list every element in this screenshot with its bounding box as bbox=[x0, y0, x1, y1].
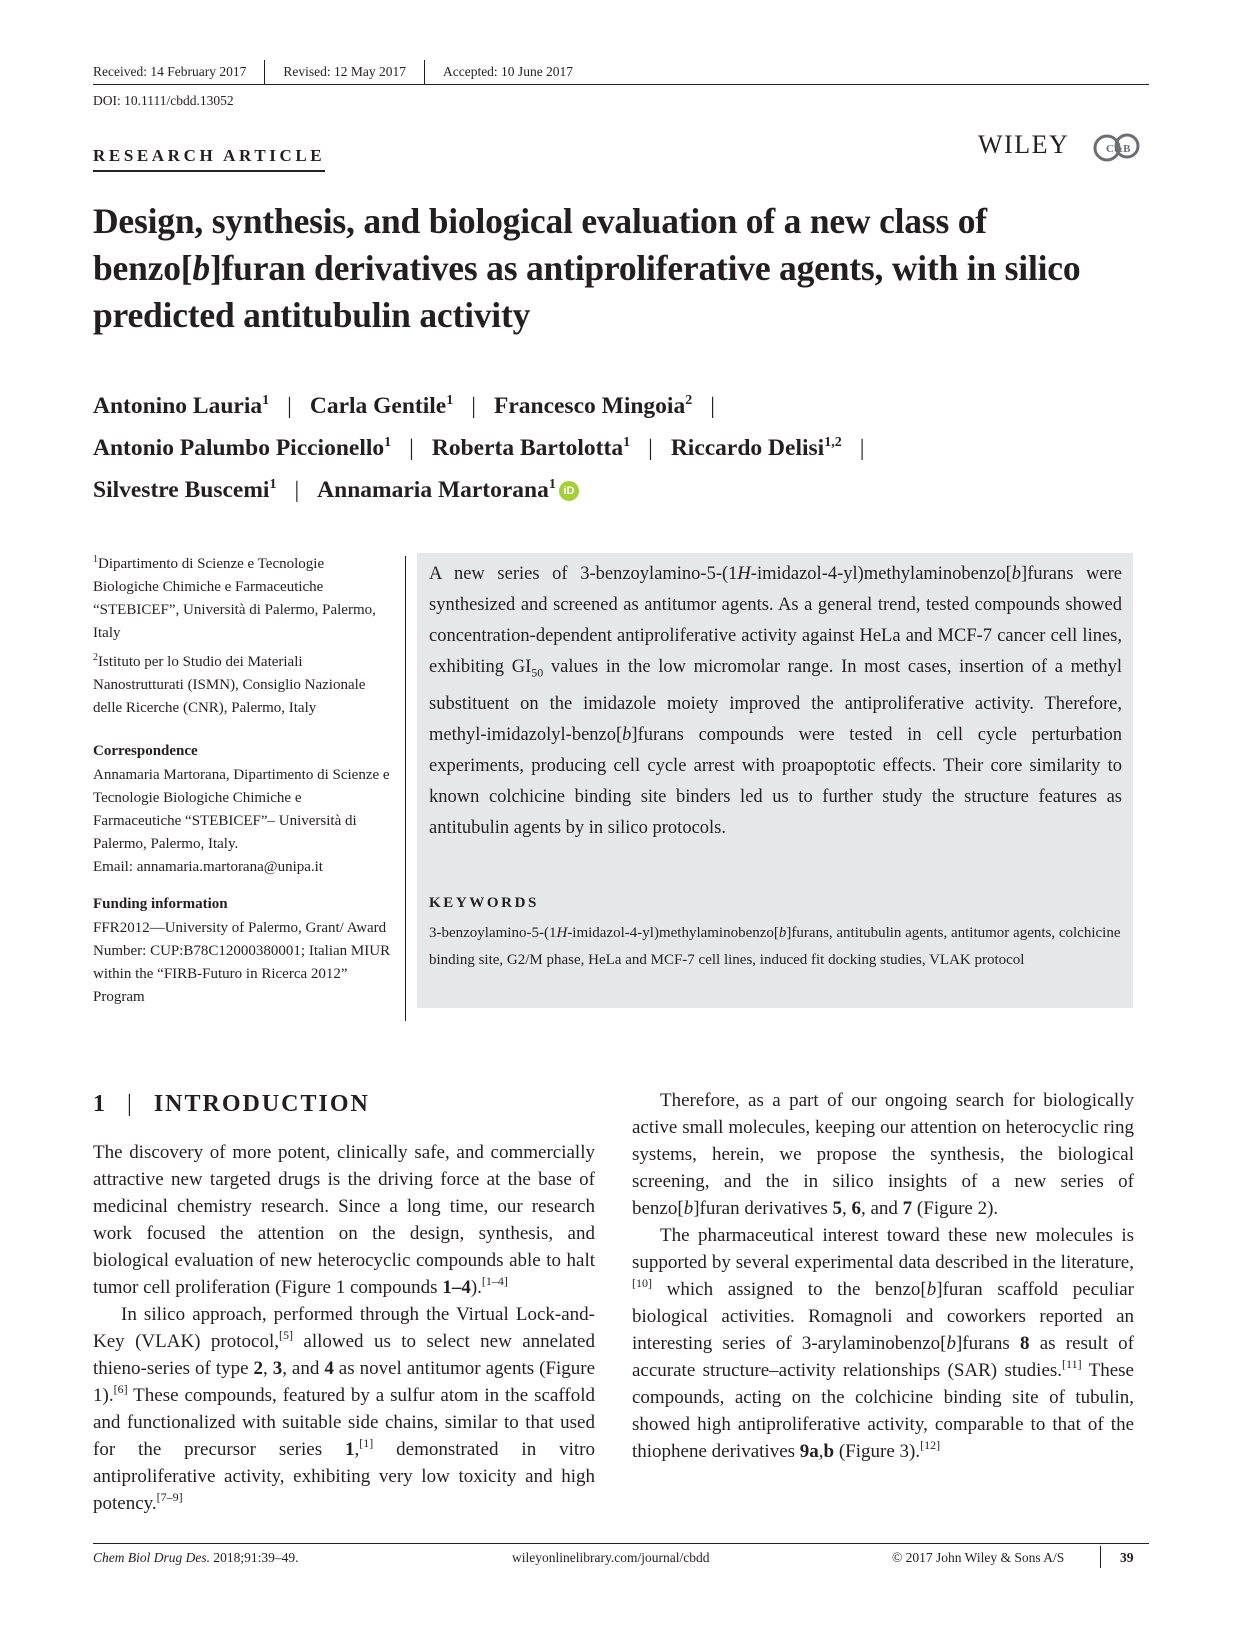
title-part1: Design, synthesis, and biological evaluation of a new class of benzo[ bbox=[93, 201, 987, 288]
title-italic: b bbox=[192, 248, 210, 288]
citation-ref[interactable]: [1] bbox=[359, 1436, 374, 1450]
citation-ref[interactable]: [1–4] bbox=[481, 1274, 508, 1288]
footer-copyright: © 2017 John Wiley & Sons A/S bbox=[892, 1550, 1065, 1565]
keywords-heading: KEYWORDS bbox=[429, 895, 539, 911]
intro-paragraph-1: The discovery of more potent, clinically safe, and commercially attractive new targeted drugs is the driving force at the base of medicinal chemistry research. Since a long time, our research work focused the attention on the design, synthesis, and biological evaluation of new heterocyclic compounds able to halt tumor cell proliferation (Figure 1 compounds 1–4).[1–4] bbox=[93, 1142, 595, 1298]
abstract-italic: b bbox=[1011, 564, 1022, 584]
date-divider bbox=[264, 60, 265, 84]
intro-right-column bbox=[632, 1087, 1134, 1465]
funding-text: FFR2012—University of Palermo, Grant/ Award Number: CUP:B78C12000380001; Italian MIUR within the “FIRB-Futuro in Ricerca 2012” Program bbox=[93, 920, 391, 1005]
author-separator: | bbox=[859, 435, 865, 461]
author-affiliation: 1 bbox=[262, 393, 270, 408]
date-divider bbox=[424, 60, 425, 84]
author-name[interactable]: Roberta Bartolotta bbox=[431, 435, 624, 461]
footer-citation bbox=[93, 1550, 299, 1566]
footer-volume: 2018;91:39–49. bbox=[210, 1550, 299, 1565]
abstract-segment: values in the low micromolar range. In most cases, insertion of a methyl substituent on the imidazole moiety improved the antiproliferative activity. Therefore, methyl-imidazolyl-benzo[ bbox=[429, 657, 1122, 745]
title-part2: ]furan derivatives as antiproliferative agents, with in silico predicted antitubulin activity bbox=[93, 248, 1081, 335]
footer-journal: Chem Biol Drug Des. bbox=[93, 1550, 210, 1565]
affiliation-text: Dipartimento di Scienze e Tecnologie Biologiche Chimiche e Farmaceutiche “STEBICEF”, Università di Palermo, Palermo, Italy bbox=[93, 556, 376, 641]
abstract-segment: A new series of 3-benzoylamino-5-(1 bbox=[429, 564, 738, 584]
sidebar-info bbox=[93, 553, 393, 1009]
author-separator: | bbox=[710, 393, 715, 419]
affiliation-2 bbox=[93, 651, 393, 720]
footer-url[interactable]: wileyonlinelibrary.com/journal/cbdd bbox=[512, 1550, 710, 1565]
author-affiliation: 2 bbox=[685, 393, 693, 408]
correspondence-heading: Correspondence bbox=[93, 743, 198, 759]
article-title bbox=[93, 198, 1093, 339]
author-name[interactable]: Silvestre Buscemi bbox=[93, 477, 270, 503]
citation-ref[interactable]: [6] bbox=[113, 1382, 128, 1396]
author-affiliation: 1 bbox=[548, 477, 556, 492]
keywords-text bbox=[429, 920, 1129, 974]
abstract-subscript: 50 bbox=[531, 665, 544, 680]
abstract-italic: b bbox=[622, 724, 632, 745]
correspondence-email[interactable]: Email: annamaria.martorana@unipa.it bbox=[93, 859, 323, 875]
author-affiliation: 1 bbox=[269, 477, 277, 492]
article-dates bbox=[93, 60, 573, 84]
author-separator: | bbox=[409, 435, 414, 461]
citation-ref[interactable]: [10] bbox=[632, 1276, 652, 1290]
footer-rule bbox=[93, 1543, 1149, 1544]
keyword-segment: ]furans, antitubulin agents, antitumor agents, colchicine binding site, G2/M phase, HeLa and MCF-7 cell lines, induced fit docking studies, VLAK protocol bbox=[429, 925, 1121, 968]
author-affiliation: 1 bbox=[384, 435, 392, 450]
author-name[interactable]: Antonino Lauria bbox=[93, 393, 263, 419]
orcid-icon[interactable]: iD bbox=[559, 481, 579, 501]
author-separator: | bbox=[648, 435, 653, 461]
revised-date: Revised: 12 May 2017 bbox=[283, 64, 406, 79]
section-heading bbox=[93, 1091, 370, 1118]
abstract-segment: -imidazol-4-yl)methylaminobenzo[ bbox=[750, 564, 1012, 584]
affiliation-1 bbox=[93, 553, 393, 645]
citation-ref[interactable]: [7–9] bbox=[156, 1490, 183, 1504]
section-number: 1 bbox=[93, 1091, 107, 1117]
author-list bbox=[93, 385, 1143, 511]
abstract-italic: H bbox=[737, 564, 751, 584]
correspondence-text: Annamaria Martorana, Dipartimento di Scienze e Tecnologie Biologiche Chimiche e Farmaceutiche “STEBICEF”– Università di Palermo, Palermo, Italy. bbox=[93, 767, 390, 852]
abstract-text bbox=[429, 559, 1122, 844]
author-affiliation: 1 bbox=[623, 435, 631, 450]
article-type-label: RESEARCH ARTICLE bbox=[93, 146, 325, 172]
keyword-segment: 3-benzoylamino-5-(1 bbox=[429, 925, 557, 941]
keyword-segment: -imidazol-4-yl)methylaminobenzo[ bbox=[567, 925, 779, 941]
intro-paragraph-2: In silico approach, performed through the Virtual Lock-and-Key (VLAK) protocol,[5] allowed us to select new annelated thieno-series of type 2, 3, and 4 as novel antitumor agents (Figure 1).[6] These compounds, featured by a sulfur atom in the scaffold and functionalized with suitable side chains, similar to that used for the precursor series 1,[1] demonstrated in vitro antiproliferative activity, exhibiting very low toxicity and high potency.[7–9] bbox=[93, 1304, 596, 1514]
citation-ref[interactable]: [5] bbox=[278, 1328, 293, 1342]
header-rule bbox=[93, 84, 1149, 85]
citation-ref[interactable]: [11] bbox=[1062, 1357, 1082, 1371]
affiliation-number: 2 bbox=[93, 652, 98, 663]
intro-paragraph-4: The pharmaceutical interest toward these new molecules is supported by several experimental data described in the literature,[10] which assigned to the benzo[b]furan scaffold peculiar biological activities. Romagnoli and coworkers reported an interesting series of 3-arylaminobenzo[b]furans 8 as result of accurate structure–activity relationships (SAR) studies.[11] These compounds, acting on the colchicine binding site of tubulin, showed high antiproliferative activity, comparable to that of the thiophene derivatives 9a,b (Figure 3).[12] bbox=[632, 1225, 1135, 1462]
footer-divider bbox=[1100, 1546, 1101, 1568]
page-number: 39 bbox=[1120, 1550, 1134, 1565]
abstract-segment: ]furans were synthesized and screened as antitumor agents. As a general trend, tested compounds showed concentration-dependent antiproliferative activity against HeLa and MCF-7 cancer cell lines, exhibiting GI bbox=[429, 564, 1122, 677]
keyword-italic: H bbox=[556, 925, 568, 941]
intro-left-column bbox=[93, 1139, 595, 1517]
author-name[interactable]: Francesco Mingoia bbox=[493, 393, 686, 419]
author-separator: | bbox=[287, 393, 292, 419]
publisher-logo: WILEY bbox=[978, 130, 1070, 159]
funding-heading: Funding information bbox=[93, 896, 228, 912]
section-title: INTRODUCTION bbox=[153, 1091, 370, 1117]
section-separator: | bbox=[127, 1091, 134, 1117]
received-date: Received: 14 February 2017 bbox=[93, 64, 247, 79]
intro-paragraph-3: Therefore, as a part of our ongoing search for biologically active small molecules, keeping our attention on heterocyclic ring systems, herein, we propose the synthesis, the biological screening, and the in silico insights of a new series of benzo[b]furan derivatives 5, 6, and 7 (Figure 2). bbox=[632, 1090, 1134, 1219]
abstract-segment: ]furans compounds were tested in cell cycle perturbation experiments, producing cell cycle arrest with proapoptotic effects. Their core similarity to known colchicine binding site binders led us to further study the structure features as antitubulin agents by in silico protocols. bbox=[429, 724, 1122, 838]
sidebar-divider bbox=[405, 556, 406, 1021]
accepted-date: Accepted: 10 June 2017 bbox=[442, 64, 574, 79]
journal-logo-icon bbox=[1093, 130, 1145, 166]
journal-logo-text: C&B bbox=[1106, 143, 1131, 155]
author-name[interactable]: Carla Gentile bbox=[309, 393, 447, 419]
doi[interactable]: DOI: 10.1111/cbdd.13052 bbox=[93, 93, 234, 108]
affiliation-text: Istituto per lo Studio dei Materiali Nanostrutturati (ISMN), Consiglio Nazionale delle Ricerche (CNR), Palermo, Italy bbox=[93, 654, 366, 716]
author-separator: | bbox=[471, 393, 476, 419]
author-name[interactable]: Riccardo Delisi bbox=[670, 435, 825, 461]
affiliation-number: 1 bbox=[93, 554, 98, 565]
author-name[interactable]: Antonio Palumbo Piccionello bbox=[93, 435, 385, 461]
author-affiliation: 1,2 bbox=[824, 435, 842, 450]
keyword-italic: b bbox=[778, 925, 787, 941]
author-affiliation: 1 bbox=[446, 393, 454, 408]
author-name[interactable]: Annamaria Martorana bbox=[317, 477, 549, 503]
citation-ref[interactable]: [12] bbox=[920, 1438, 941, 1452]
author-separator: | bbox=[294, 477, 300, 503]
